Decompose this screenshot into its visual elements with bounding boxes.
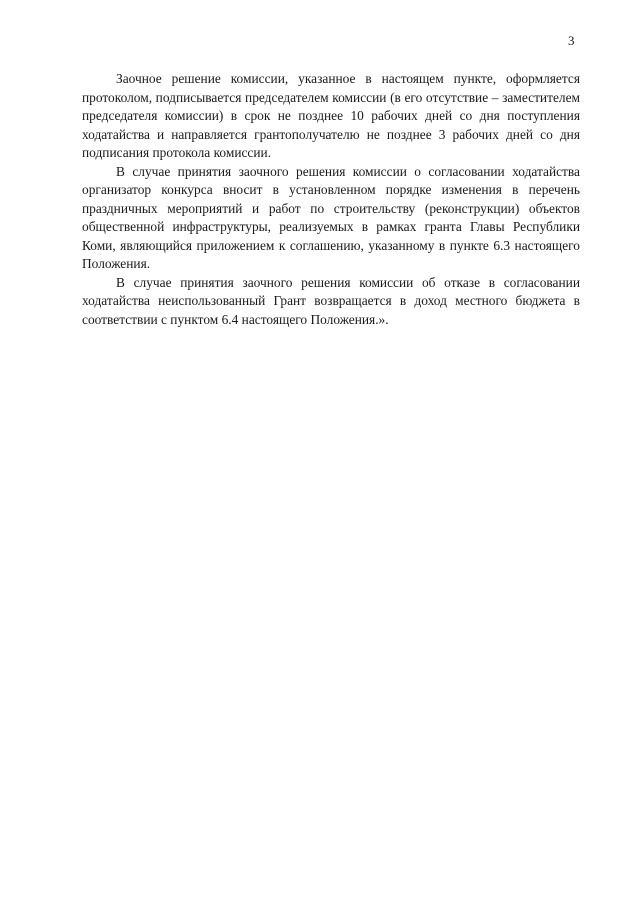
paragraph-absentee-decision-protocol: Заочное решение комиссии, указанное в настоящем пункте, оформляется протоколом, подписывается председателем комиссии (в его отсутствие – заместителем председателя комиссии) в срок не позднее 10 рабочих дней со дня поступления ходатайства и направляется грантополучателю не позднее 3 рабочих дней со дня подписания протокола комиссии. (82, 71, 580, 160)
page-number: 3 (568, 33, 575, 48)
paragraph-refusal-grant-return: В случае принятия заочного решения комиссии об отказе в согласовании ходатайства неиспользованный Грант возвращается в доход местного бюджета в соответствии с пунктом 6.4 настоящего Положения.». (82, 274, 580, 327)
document-body (82, 70, 580, 329)
paragraph-approval-changes: В случае принятия заочного решения комиссии о согласовании ходатайства организатор конкурса вносит в установленном порядке изменения в перечень праздничных мероприятий и работ по строительству (реконструкции) объектов общественной инфраструктуры, реализуемых в рамках гранта Главы Республики Коми, являющийся приложением к соглашению, указанному в пункте 6.3 настоящего Положения. (82, 163, 580, 271)
